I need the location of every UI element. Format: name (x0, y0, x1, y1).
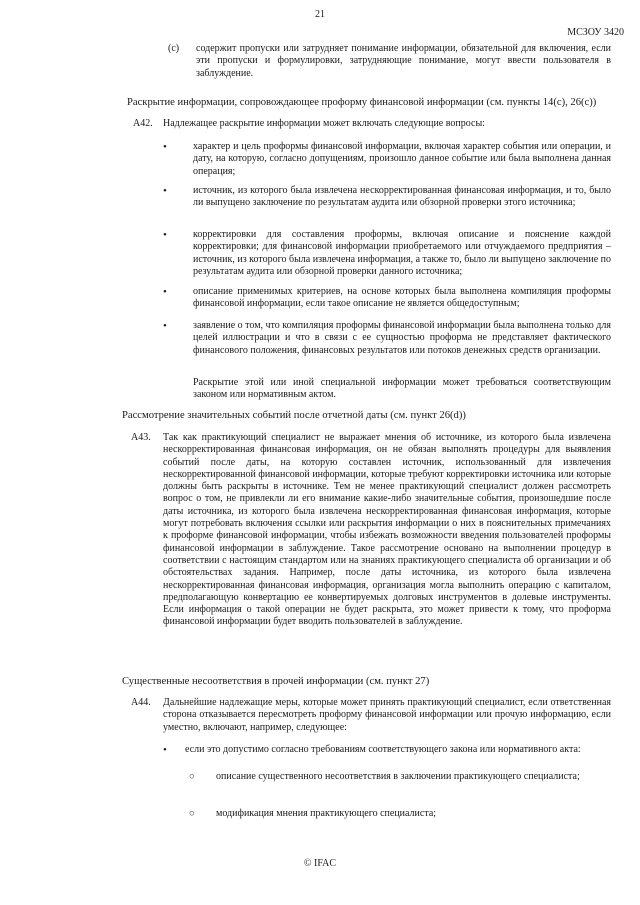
bullet-icon: • (163, 286, 167, 298)
bullet-icon: • (163, 320, 167, 332)
document-code: МСЗОУ 3420 (567, 27, 624, 38)
bullet-icon: • (163, 229, 167, 241)
item-c-text: содержит пропуски или затрудняет понимание информации, обязательной для включения, если эти пропуски и формулировки, затрудняющие понимание, могут ввести пользователя в заблуждение. (196, 43, 611, 79)
a42-bullet-item: описание применимых критериев, на основе которых была выполнена компиляция проформы финансовой информации, если такое описание не является общедоступным; (193, 286, 611, 310)
a42-bullet-item: заявление о том, что компиляция проформы финансовой информации была выполнена только для целей иллюстрации и что в связи с ее сущностью проформа не представляет фактического финансового положения, финансовых результатов или потоков денежных средств организации. (193, 320, 611, 356)
paragraph-a44-text: Дальнейшие надлежащие меры, которые может принять практикующий специалист, если ответственная сторона отказывается пересмотреть проформу финансовой информации или прочую информацию, если уместно, включают, например, следующее: (163, 697, 611, 733)
a42-bullet-item: источник, из которого была извлечена нескорректированная финансовая информация, и то, было ли выпущено заключение по результатам аудита или обзорной проверки этого источника; (193, 185, 611, 209)
item-c-marker: (c) (168, 43, 180, 54)
footer-copyright: © IFAC (303, 858, 337, 869)
section-heading-subsequent-events: Рассмотрение значительных событий после отчетной даты (см. пункт 26(d)) (122, 410, 466, 421)
paragraph-a43-text: Так как практикующий специалист не выражает мнения об источнике, из которого была извлечена нескорректированная финансовая информация, он не обязан выполнять процедуры для выявления событий после даты, на которую составлен источник, использованный для извлечения нескорректированной финансовой информации, которые требуют корректировки источника или которые должны быть раскрыты в источнике. Тем не менее практикующий специалист должен рассмотреть вопрос о том, не привлекли ли его внимание какие-либо значительные события, произошедшие после даты источника, из которого была извлечена нескорректированная финансовая информация, которые могут потребовать включения ссылки или раскрытия информации о них в пояснительных примечаниях к проформе финансовой информации, чтобы избежать возможности введения пользователей проформы финансовой информации в заблуждение. Такое рассмотрение основано на выполнении процедур в соответствии с настоящим стандартом или на знаниях практикующего специалиста об организации и об обстоятельствах задания. Например, после даты источника, из которого была извлечена нескорректированная финансовая информация, организация могла выполнить операцию с капиталом, предполагающую конвертацию ее конвертируемых долговых инструментов в долевые инструменты. Если информация о такой операции не будет раскрыта, это может привести к тому, что проформа финансовой информации будет вводить пользователей в заблуждение. (163, 432, 611, 628)
a42-note: Раскрытие этой или иной специальной информации может требоваться соответствующим законом или нормативным актом. (193, 377, 611, 401)
bullet-icon: • (163, 744, 167, 756)
a44-sub-item: описание существенного несоответствия в заключении практикующего специалиста; (216, 771, 580, 782)
paragraph-label-a44: A44. (131, 697, 151, 708)
paragraph-label-a42: A42. (133, 118, 153, 129)
a42-bullet-item: характер и цель проформы финансовой информации, включая характер события или операции, и дату, на которую, согласно допущениям, произошло данное событие или была выполнена данная операция; (193, 141, 611, 177)
bullet-icon: • (163, 141, 167, 153)
paragraph-a42-text: Надлежащее раскрытие информации может включать следующие вопросы: (163, 118, 485, 129)
circle-bullet-icon: ○ (189, 772, 195, 782)
section-heading-inconsistencies: Существенные несоответствия в прочей информации (см. пункт 27) (122, 676, 430, 687)
a44-bullet-item: если это допустимо согласно требованиям соответствующего закона или нормативного акта: (185, 744, 581, 755)
circle-bullet-icon: ○ (189, 809, 195, 819)
paragraph-label-a43: A43. (131, 432, 151, 443)
section-heading-disclosure: Раскрытие информации, сопровождающее проформу финансовой информации (см. пункты 14(c), 26(c)) (127, 97, 597, 108)
a42-bullet-item: корректировки для составления проформы, включая описание и пояснение каждой корректировки; для финансовой информации приобретаемого или отчуждаемого предприятия – источник, из которого была извлечена информация, а также то, было ли выпущено заключение по результатам аудита или обзорной проверки данного источника; (193, 229, 611, 277)
page-number: 21 (315, 9, 325, 20)
a44-sub-item: модификация мнения практикующего специалиста; (216, 808, 437, 819)
bullet-icon: • (163, 185, 167, 197)
